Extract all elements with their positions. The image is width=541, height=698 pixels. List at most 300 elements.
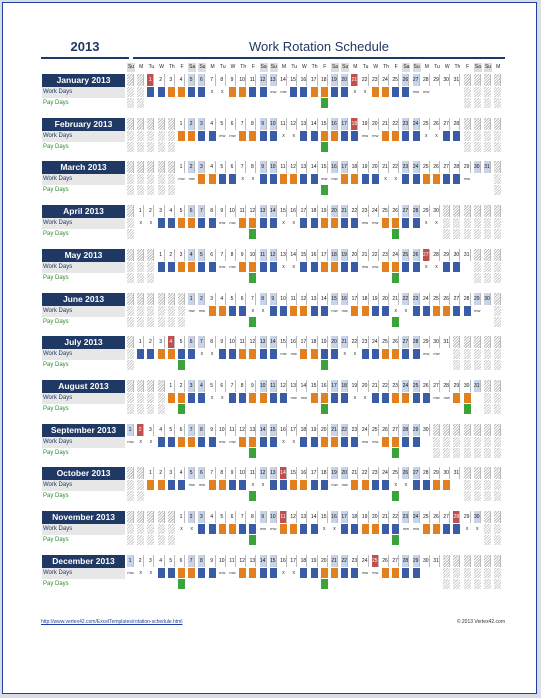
pay-day-cell bbox=[423, 185, 430, 195]
pay-day-cell bbox=[209, 491, 216, 501]
pay-day-cell bbox=[178, 142, 185, 152]
work-day-cell bbox=[137, 524, 144, 534]
pay-day-cell bbox=[453, 448, 460, 458]
month-grid bbox=[127, 380, 505, 417]
day-cell: 14 bbox=[280, 74, 287, 86]
work-day-cell bbox=[239, 437, 246, 447]
pay-day-cell bbox=[198, 273, 205, 283]
pay-day-cell bbox=[464, 98, 471, 108]
pay-day-cell bbox=[188, 491, 195, 501]
day-cell: 18 bbox=[311, 205, 318, 217]
day-cell: 1 bbox=[147, 467, 154, 479]
work-day-cell: x bbox=[476, 526, 479, 532]
work-day-cell bbox=[382, 393, 389, 403]
day-cell bbox=[127, 118, 134, 130]
day-cell: 2 bbox=[178, 380, 185, 392]
work-day-cell bbox=[402, 218, 409, 228]
work-day-cell bbox=[178, 262, 185, 272]
work-day-cell bbox=[494, 306, 501, 316]
day-cell: 9 bbox=[249, 380, 256, 392]
work-day-cell bbox=[453, 174, 460, 184]
work-day-cell bbox=[423, 306, 430, 316]
day-cell: 23 bbox=[362, 205, 369, 217]
day-cell: 13 bbox=[280, 249, 287, 261]
pay-day-cell bbox=[392, 98, 399, 108]
day-cell bbox=[464, 74, 471, 86]
weekday-header-cell: F bbox=[251, 64, 255, 70]
pay-day-cell bbox=[443, 360, 450, 370]
pay-day-cell bbox=[484, 273, 491, 283]
day-cell: 1 bbox=[127, 555, 134, 567]
pay-day-cell bbox=[270, 98, 277, 108]
pay-day-cell bbox=[494, 273, 501, 283]
day-cell: 19 bbox=[372, 293, 379, 305]
pay-day-cell bbox=[239, 98, 246, 108]
pay-day-cell bbox=[484, 98, 491, 108]
work-day-cell: x bbox=[210, 351, 214, 358]
pay-day-cell bbox=[382, 579, 389, 589]
pay-day-cell bbox=[229, 185, 236, 195]
day-cell bbox=[168, 511, 175, 523]
day-cell: 6 bbox=[229, 511, 236, 523]
work-day-cell: x bbox=[251, 176, 255, 183]
work-day-cell bbox=[311, 437, 318, 447]
pay-day-cell bbox=[494, 185, 501, 195]
day-cell bbox=[147, 118, 154, 130]
month-block bbox=[33, 555, 505, 595]
day-cell: 22 bbox=[402, 293, 409, 305]
weekday-header-cell: Tu bbox=[148, 64, 155, 70]
day-cell: 14 bbox=[260, 424, 267, 436]
day-cell bbox=[494, 74, 501, 86]
pay-day-cell bbox=[372, 229, 379, 239]
pay-day-cell bbox=[219, 317, 226, 327]
work-day-cell bbox=[290, 524, 297, 534]
pay-day-cell bbox=[331, 317, 338, 327]
work-day-cell bbox=[362, 524, 369, 534]
day-cell: 2 bbox=[188, 511, 195, 523]
day-cell bbox=[137, 511, 144, 523]
work-day-cell: mw bbox=[372, 220, 379, 226]
pay-day-cell bbox=[219, 185, 226, 195]
pay-days-label: Pay Days bbox=[42, 360, 125, 371]
work-day-cell bbox=[158, 262, 165, 272]
pay-day-cell bbox=[372, 448, 379, 458]
work-day-cell bbox=[484, 87, 491, 97]
day-cell bbox=[147, 161, 154, 173]
work-day-cell bbox=[178, 218, 185, 228]
day-cell: 20 bbox=[341, 467, 348, 479]
pay-day-cell bbox=[464, 142, 471, 152]
pay-day-cell bbox=[260, 360, 267, 370]
work-day-cell: mw bbox=[433, 394, 440, 400]
day-cell bbox=[494, 293, 501, 305]
day-cell: 16 bbox=[331, 511, 338, 523]
pay-day-cell bbox=[321, 317, 328, 327]
pay-day-cell bbox=[290, 98, 297, 108]
day-cell bbox=[178, 293, 185, 305]
day-cell: 31 bbox=[433, 555, 440, 567]
pay-day-cell bbox=[270, 491, 277, 501]
pay-day-cell bbox=[351, 273, 358, 283]
day-cell: 20 bbox=[372, 161, 379, 173]
work-day-cell bbox=[178, 393, 185, 403]
day-cell: 29 bbox=[423, 205, 430, 217]
work-day-cell: mw bbox=[361, 438, 369, 444]
pay-day-cell bbox=[219, 98, 226, 108]
day-cell: 7 bbox=[239, 118, 246, 130]
pay-day-cell bbox=[382, 535, 389, 545]
work-day-cell: x bbox=[353, 351, 357, 358]
pay-day-cell bbox=[372, 491, 379, 501]
work-day-cell bbox=[158, 306, 165, 316]
day-cell: 11 bbox=[239, 205, 246, 217]
pay-day-cell bbox=[321, 535, 328, 545]
day-cell: 24 bbox=[413, 511, 420, 523]
pay-day-cell bbox=[351, 360, 358, 370]
pay-day-cell bbox=[331, 535, 338, 545]
work-day-cell bbox=[474, 218, 481, 228]
day-cell: 1 bbox=[147, 74, 154, 86]
day-cell: 23 bbox=[382, 249, 389, 261]
pay-day-cell bbox=[127, 273, 134, 283]
work-day-cell bbox=[351, 437, 358, 447]
day-cell: 31 bbox=[464, 249, 471, 261]
pay-day-cell bbox=[249, 491, 256, 501]
day-cell: 2 bbox=[198, 293, 205, 305]
work-day-cell bbox=[402, 349, 409, 359]
day-cell: 28 bbox=[402, 424, 409, 436]
day-cell: 10 bbox=[260, 380, 267, 392]
day-cell bbox=[484, 511, 491, 523]
day-cell: 27 bbox=[443, 118, 450, 130]
work-day-cell bbox=[229, 174, 236, 184]
day-cell: 19 bbox=[321, 205, 328, 217]
work-day-cell bbox=[392, 131, 399, 141]
month-name: November 2013 bbox=[42, 511, 125, 524]
day-cell: 27 bbox=[443, 161, 450, 173]
pay-day-cell bbox=[249, 229, 256, 239]
work-day-cell: mw bbox=[361, 263, 369, 269]
pay-day-cell bbox=[464, 491, 471, 501]
pay-day-cell bbox=[198, 491, 205, 501]
day-cell: 28 bbox=[413, 336, 420, 348]
work-day-cell: mw bbox=[463, 176, 471, 182]
work-day-cell bbox=[147, 87, 154, 97]
work-day-cell: mw bbox=[361, 132, 369, 138]
work-day-cell bbox=[290, 87, 297, 97]
work-day-cell bbox=[239, 87, 246, 97]
pay-day-cell bbox=[209, 229, 216, 239]
pay-day-cell bbox=[260, 448, 267, 458]
day-cell: 7 bbox=[209, 74, 216, 86]
work-day-cell bbox=[188, 87, 195, 97]
work-day-cell bbox=[229, 349, 236, 359]
pay-day-cell bbox=[494, 142, 501, 152]
day-cell: 18 bbox=[300, 424, 307, 436]
pay-day-cell bbox=[290, 579, 297, 589]
work-day-cell: mw bbox=[198, 307, 205, 313]
pay-day-cell bbox=[464, 317, 471, 327]
day-cell: 16 bbox=[290, 205, 297, 217]
work-day-cell bbox=[270, 131, 277, 141]
work-day-cell bbox=[392, 437, 399, 447]
pay-day-cell bbox=[270, 448, 277, 458]
day-cell: 18 bbox=[341, 380, 348, 392]
pay-day-cell bbox=[300, 273, 307, 283]
work-day-cell: x bbox=[404, 482, 408, 489]
work-day-cell bbox=[413, 306, 420, 316]
pay-day-cell bbox=[280, 317, 287, 327]
footer-copyright: © 2013 Vertex42.com bbox=[456, 619, 505, 625]
work-day-cell bbox=[484, 306, 491, 316]
work-day-cell: x bbox=[200, 351, 204, 358]
work-day-cell: x bbox=[251, 307, 255, 314]
pay-day-cell bbox=[474, 579, 481, 589]
month-grid bbox=[127, 511, 505, 548]
work-day-cell: mw bbox=[270, 526, 277, 531]
work-day-cell bbox=[341, 131, 348, 141]
pay-day-cell bbox=[168, 535, 175, 545]
pay-day-cell bbox=[209, 404, 216, 414]
work-day-cell bbox=[423, 437, 430, 447]
month-name: October 2013 bbox=[42, 467, 125, 480]
work-day-cell bbox=[147, 306, 154, 316]
pay-day-cell bbox=[147, 579, 154, 589]
pay-day-cell bbox=[249, 404, 256, 414]
pay-day-cell bbox=[362, 579, 369, 589]
pay-day-cell bbox=[402, 360, 409, 370]
pay-day-cell bbox=[219, 360, 226, 370]
day-cell bbox=[464, 467, 471, 479]
day-cell: 13 bbox=[260, 205, 267, 217]
pay-day-cell bbox=[341, 535, 348, 545]
work-day-cell bbox=[158, 524, 165, 534]
day-cell: 21 bbox=[331, 555, 338, 567]
work-day-cell bbox=[413, 262, 420, 272]
work-day-cell bbox=[423, 393, 430, 403]
day-cell: 19 bbox=[341, 249, 348, 261]
day-cell: 10 bbox=[219, 555, 226, 567]
day-cell: 17 bbox=[311, 74, 318, 86]
month-grid bbox=[127, 161, 505, 198]
work-day-cell bbox=[484, 393, 491, 403]
work-day-cell bbox=[484, 568, 491, 578]
work-day-cell bbox=[423, 524, 430, 534]
pay-day-cell bbox=[158, 98, 165, 108]
day-cell: 9 bbox=[209, 424, 216, 436]
work-day-cell: x bbox=[425, 132, 428, 139]
pay-day-cell bbox=[198, 535, 205, 545]
work-day-cell: x bbox=[435, 220, 438, 227]
pay-day-cell bbox=[249, 448, 256, 458]
pay-days-label: Pay Days bbox=[42, 142, 125, 153]
day-cell bbox=[127, 205, 134, 217]
work-day-cell bbox=[351, 480, 358, 490]
work-day-cell bbox=[280, 393, 287, 403]
pay-day-cell bbox=[392, 535, 399, 545]
work-days-label: Work Days bbox=[42, 524, 125, 535]
day-cell: 21 bbox=[351, 467, 358, 479]
work-day-cell bbox=[331, 131, 338, 141]
work-day-cell: mw bbox=[412, 89, 420, 94]
day-cell: 5 bbox=[178, 336, 185, 348]
pay-day-cell bbox=[494, 535, 501, 545]
pay-day-cell bbox=[147, 273, 154, 283]
weekday-header-cell: Su bbox=[413, 64, 420, 70]
work-day-cell bbox=[321, 393, 328, 403]
day-cell: 21 bbox=[382, 511, 389, 523]
day-cell: 8 bbox=[219, 74, 226, 86]
work-day-cell bbox=[127, 349, 134, 359]
pay-day-cell bbox=[188, 360, 195, 370]
day-cell: 4 bbox=[209, 161, 216, 173]
pay-day-cell bbox=[260, 142, 267, 152]
pay-day-cell bbox=[168, 229, 175, 239]
pay-day-cell bbox=[290, 142, 297, 152]
pay-day-cell bbox=[168, 98, 175, 108]
work-day-cell bbox=[249, 218, 256, 228]
day-cell: 15 bbox=[311, 380, 318, 392]
pay-day-cell bbox=[229, 229, 236, 239]
pay-day-cell bbox=[147, 229, 154, 239]
pay-day-cell bbox=[137, 404, 144, 414]
day-cell: 28 bbox=[464, 293, 471, 305]
day-cell: 26 bbox=[402, 467, 409, 479]
pay-day-cell bbox=[209, 185, 216, 195]
pay-day-cell bbox=[382, 273, 389, 283]
day-cell: 21 bbox=[372, 380, 379, 392]
day-cell: 2 bbox=[168, 249, 175, 261]
day-cell: 25 bbox=[402, 249, 409, 261]
pay-day-cell bbox=[300, 185, 307, 195]
pay-day-cell bbox=[382, 229, 389, 239]
pay-day-cell bbox=[474, 229, 481, 239]
day-cell: 3 bbox=[158, 205, 165, 217]
day-cell: 4 bbox=[198, 380, 205, 392]
work-day-cell bbox=[413, 393, 420, 403]
work-day-cell bbox=[423, 568, 430, 578]
work-day-cell bbox=[311, 306, 318, 316]
pay-day-cell bbox=[270, 317, 277, 327]
day-cell: 27 bbox=[413, 467, 420, 479]
day-cell: 12 bbox=[260, 74, 267, 86]
pay-day-cell bbox=[443, 98, 450, 108]
day-cell bbox=[443, 555, 450, 567]
day-cell: 19 bbox=[331, 467, 338, 479]
work-day-cell: x bbox=[261, 482, 265, 489]
day-cell: 3 bbox=[178, 249, 185, 261]
work-day-cell: mw bbox=[423, 351, 430, 357]
pay-day-cell bbox=[413, 360, 420, 370]
work-day-cell bbox=[198, 524, 205, 534]
work-day-cell bbox=[260, 174, 267, 184]
pay-day-cell bbox=[474, 360, 481, 370]
work-day-cell bbox=[331, 262, 338, 272]
pay-day-cell bbox=[137, 579, 144, 589]
pay-day-cell bbox=[464, 579, 471, 589]
work-day-cell bbox=[127, 174, 134, 184]
work-day-cell: x bbox=[261, 307, 265, 314]
day-cell bbox=[127, 249, 134, 261]
day-cell: 12 bbox=[249, 336, 256, 348]
day-cell bbox=[494, 161, 501, 173]
work-day-cell bbox=[351, 306, 358, 316]
pay-day-cell bbox=[423, 317, 430, 327]
day-cell: 4 bbox=[158, 424, 165, 436]
weekday-header-cell: Tu bbox=[219, 64, 226, 70]
work-day-cell: mw bbox=[474, 307, 481, 313]
work-day-cell bbox=[392, 349, 399, 359]
day-cell: 24 bbox=[382, 74, 389, 86]
pay-day-cell bbox=[372, 579, 379, 589]
pay-day-cell bbox=[229, 448, 236, 458]
day-cell: 25 bbox=[423, 511, 430, 523]
work-day-cell bbox=[331, 393, 338, 403]
pay-day-cell bbox=[474, 185, 481, 195]
pay-day-cell bbox=[188, 185, 195, 195]
pay-day-cell bbox=[147, 142, 154, 152]
pay-day-cell bbox=[362, 491, 369, 501]
weekday-header-cell: Sa bbox=[189, 64, 196, 70]
work-day-cell bbox=[484, 437, 491, 447]
pay-day-cell bbox=[198, 360, 205, 370]
day-cell: 15 bbox=[270, 555, 277, 567]
work-day-cell bbox=[484, 524, 491, 534]
work-day-cell: x bbox=[282, 220, 285, 227]
pay-day-cell bbox=[147, 404, 154, 414]
work-day-cell: mw bbox=[331, 482, 338, 488]
pay-day-cell bbox=[229, 404, 236, 414]
pay-day-cell bbox=[147, 535, 154, 545]
day-cell: 26 bbox=[392, 336, 399, 348]
work-days-label: Work Days bbox=[42, 568, 125, 579]
work-day-cell bbox=[127, 480, 134, 490]
work-day-cell: mw bbox=[361, 220, 369, 226]
pay-day-cell bbox=[219, 142, 226, 152]
pay-day-cell bbox=[249, 185, 256, 195]
work-day-cell bbox=[147, 262, 154, 272]
day-cell: 18 bbox=[351, 118, 358, 130]
day-cell: 14 bbox=[290, 249, 297, 261]
work-day-cell bbox=[239, 306, 246, 316]
work-day-cell bbox=[219, 524, 226, 534]
pay-day-cell bbox=[382, 491, 389, 501]
day-cell: 27 bbox=[402, 205, 409, 217]
work-day-cell bbox=[249, 262, 256, 272]
pay-day-cell bbox=[331, 404, 338, 414]
work-day-cell: mw bbox=[321, 176, 328, 182]
day-cell: 23 bbox=[413, 293, 420, 305]
footer-link[interactable]: http://www.vertex42.com/ExcelTemplates/rotation-schedule.html bbox=[41, 619, 183, 625]
pay-day-cell bbox=[453, 404, 460, 414]
work-day-cell bbox=[290, 174, 297, 184]
pay-day-cell bbox=[413, 579, 420, 589]
day-cell: 12 bbox=[280, 380, 287, 392]
work-day-cell bbox=[453, 393, 460, 403]
work-day-cell bbox=[433, 524, 440, 534]
pay-day-cell bbox=[321, 229, 328, 239]
work-day-cell bbox=[331, 349, 338, 359]
pay-day-cell bbox=[402, 317, 409, 327]
work-day-cell bbox=[147, 174, 154, 184]
work-day-cell bbox=[362, 480, 369, 490]
day-cell bbox=[474, 74, 481, 86]
pay-day-cell bbox=[341, 98, 348, 108]
work-day-cell: mw bbox=[270, 89, 277, 94]
work-day-cell bbox=[209, 131, 216, 141]
pay-day-cell bbox=[239, 404, 246, 414]
